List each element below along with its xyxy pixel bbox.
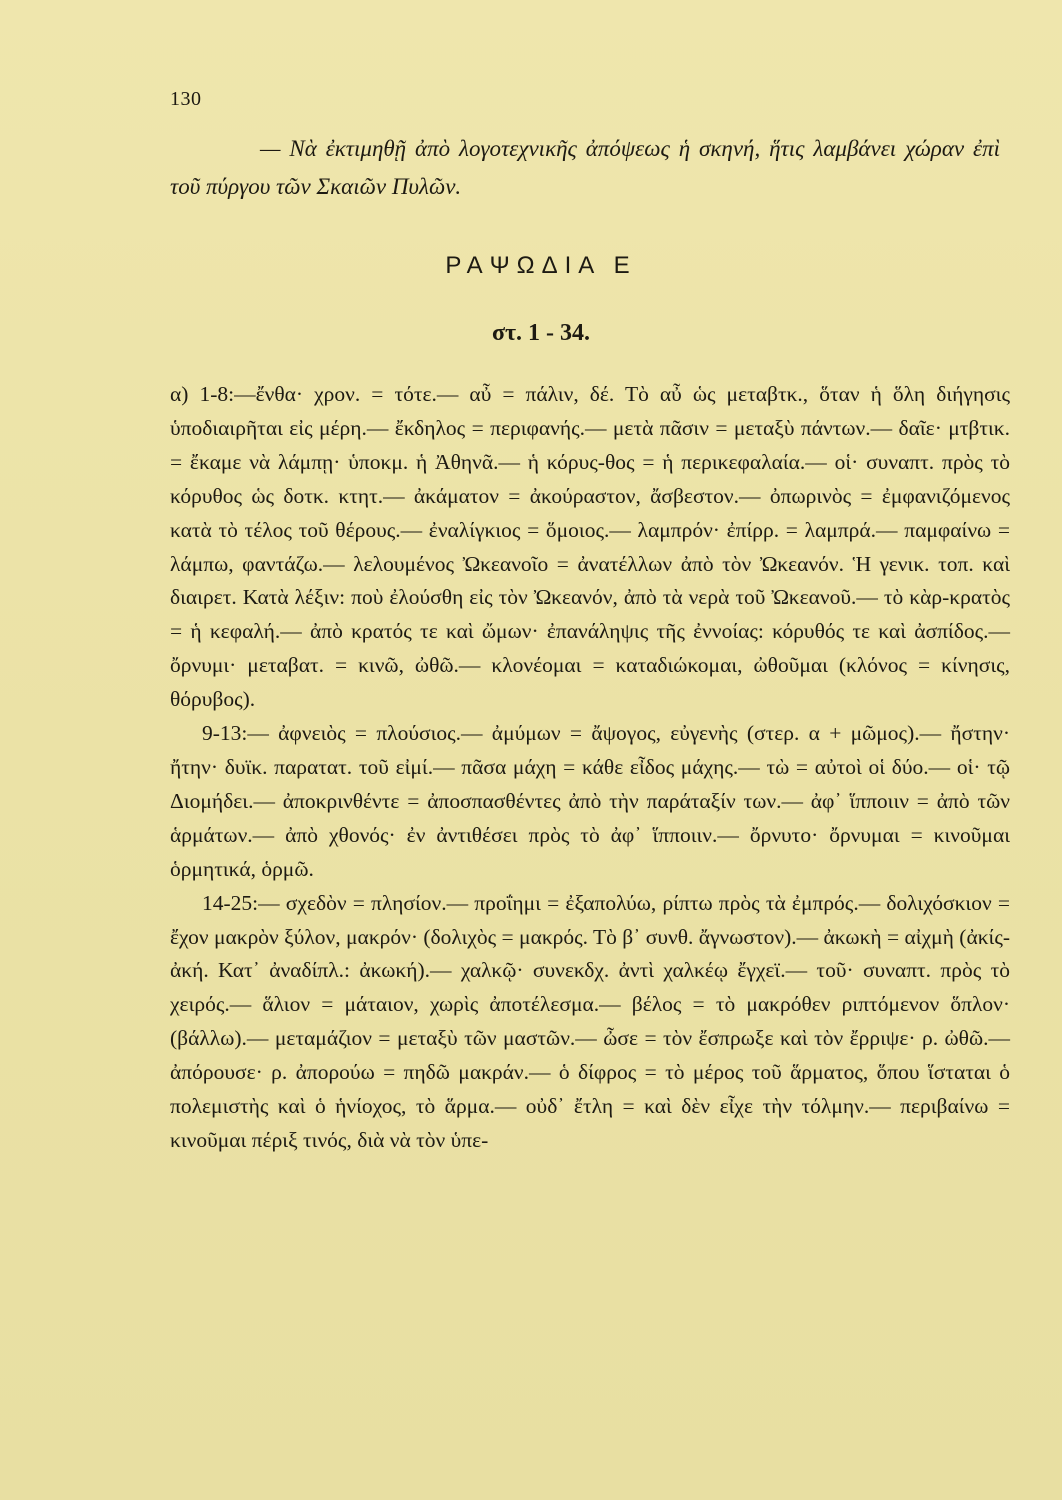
verse-range: στ. 1 - 34.: [491, 320, 591, 346]
commentary-paragraph: 14-25:— σχεδὸν = πλησίον.— προΐημι = ἐξαπολύω, ρίπτω πρὸς τὰ ἐμπρός.— δολιχόσκιον = ἔχον μακρὸν ξύλον, μακρόν· (δολιχὸς = μακρός. Τὸ β᾽ συνθ. ἄγνωστον).— ἀκωκὴ = αἰχμὴ (ἀκίς-ἀκή. Κατ᾽ ἀναδίπλ.: ἀκωκή).— χαλκῷ· συνεκδχ. ἀντὶ χαλκέῳ ἔγχεϊ.— τοῦ· συναπτ. πρὸς τὸ χειρός.— ἅλιον = μάταιον, χωρὶς ἀποτέλεσμα.— βέλος = τὸ μακρόθεν ριπτόμενον ὅπλον· (βάλλω).— μεταμάζιον = μεταξὺ τῶν μαστῶν.— ὦσε = τὸν ἔσπρωξε καὶ τὸν ἔρριψε· ρ. ὠθῶ.— ἀπόρουσε· ρ. ἀπορούω = πηδῶ μακράν.— ὁ δίφρος = τὸ μέρος τοῦ ἅρματος, ὅπου ἵσταται ὁ πολεμιστὴς καὶ ὁ ἡνίοχος, τὸ ἅρμα.— οὐδ᾽ ἔτλη = καὶ δὲν εἶχε τὴν τόλμην.— περιβαίνω = κινοῦμαι πέριξ τινός, διὰ νὰ τὸν ὑπε-: [170, 890, 1010, 1152]
commentary-paragraph: 9-13:— ἀφνειὸς = πλούσιος.— ἀμύμων = ἄψογος, εὐγενὴς (στερ. α + μῶμος).— ἤστην· ἤτην· δυϊκ. παρατατ. τοῦ εἰμί.— πᾶσα μάχη = κάθε εἶδος μάχης.— τὼ = αὐτοὶ οἱ δύο.— οἱ· τῷ Διομήδει.— ἀποκρινθέντε = ἀποσπασθέντες ἀπὸ τὴν παράταξίν των.— ἀφ᾽ ἵπποιιν = ἀπὸ τῶν ἁρμάτων.— ἀπὸ χθονός· ἐν ἀντιθέσει πρὸς τὸ ἀφ᾽ ἵπποιιν.— ὄρνυτο· ὄρνυμαι = κινοῦμαι ὁρμητικά, ὁρμῶ.: [170, 721, 1010, 881]
commentary-paragraph: α) 1-8:—ἔνθα· χρον. = τότε.— αὖ = πάλιν, δέ. Τὸ αὖ ὡς μεταβτκ., ὅταν ἡ ὅλη διήγησις ὑποδιαιρῆται εἰς μέρη.— ἔκδηλος = περιφανής.— μετὰ πᾶσιν = μεταξὺ πάντων.— δαῖε· μτβτικ. = ἔκαμε νὰ λάμπῃ· ὑποκμ. ἡ Ἀθηνᾶ.— ἡ κόρυς-θος = ἡ περικεφαλαία.— οἱ· συναπτ. πρὸς τὸ κόρυθος ὡς δοτκ. κτητ.— ἀκάματον = ἀκούραστον, ἄσβεστον.— ὀπωρινὸς = ἐμφανιζόμενος κατὰ τὸ τέλος τοῦ θέρους.— ἐναλίγκιος = ὅμοιος.— λαμπρόν· ἐπίρρ. = λαμπρά.— παμφαίνω = λάμπω, φαντάζω.— λελουμένος Ὠκεανοῖο = ἀνατέλλων ἀπὸ τὸν Ὠκεανόν. Ἡ γενικ. τοπ. καὶ διαιρετ. Κατὰ λέξιν: ποὺ ἐλούσθη εἰς τὸν Ὠκεανόν, ἀπὸ τὰ νερὰ τοῦ Ὠκεανοῦ.— τὸ κὰρ-κρατὸς = ἡ κεφαλή.— ἀπὸ κρατός τε καὶ ὤμων· ἐπανάληψις τῆς ἐννοίας: κόρυθός τε καὶ ἀσπίδος.— ὄρνυμι· μεταβατ. = κινῶ, ὠθῶ.— κλονέομαι = καταδιώκομαι, ὠθοῦμαι (κλόνος = κίνησις, θόρυβος).: [170, 382, 1010, 712]
commentary-body: [170, 378, 1010, 1158]
section-title: ΡΑΨΩΔΙΑ Ε: [445, 252, 637, 279]
intro-paragraph: — Νὰ ἐκτιμηθῇ ἀπὸ λογοτεχνικῆς ἀπόψεως ἡ σκηνή, ἥτις λαμβάνει χώραν ἐπὶ τοῦ πύργου τῶν Σκαιῶν Πυλῶν.: [170, 136, 1000, 199]
page-number: 130: [170, 88, 202, 110]
